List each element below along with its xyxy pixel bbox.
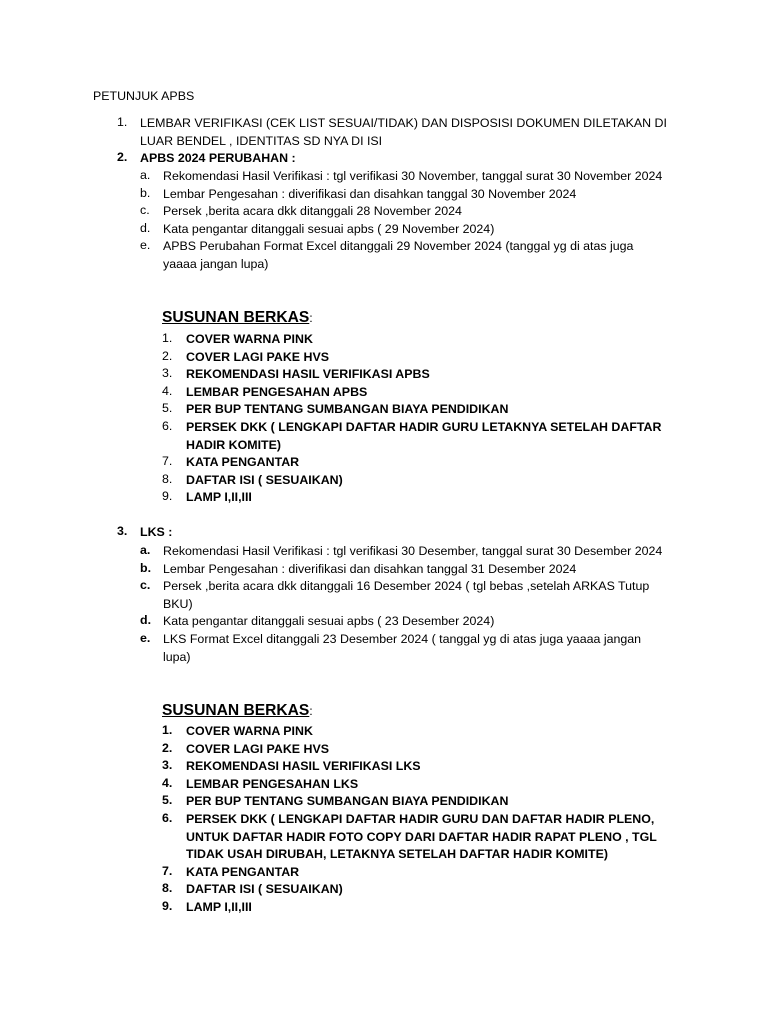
sub-item-text: LKS Format Excel ditanggali 23 Desember 2024 ( tanggal yg di atas juga yaaaa jangan lupa) <box>163 631 642 664</box>
berkas-item <box>0 723 768 741</box>
sub-item <box>0 578 768 613</box>
item-3-sublist <box>0 543 768 666</box>
berkas-item-text: DAFTAR ISI ( SESUAIKAN) <box>186 882 343 897</box>
berkas-item <box>0 741 768 759</box>
item-1-number: 1. <box>117 115 128 129</box>
sub-item-letter: a. <box>140 543 151 557</box>
item-1-row <box>0 115 768 150</box>
berkas-item-text: DAFTAR ISI ( SESUAIKAN) <box>186 472 343 487</box>
susunan-berkas-list-lks <box>0 723 768 917</box>
item-2-row <box>0 150 768 168</box>
sub-item-letter: d. <box>140 613 152 628</box>
sub-item-text: Kata pengantar ditanggali sesuai apbs ( 29 November 2024) <box>163 221 495 236</box>
berkas-item <box>0 489 768 507</box>
item-2-sublist <box>0 168 768 274</box>
susunan-berkas-colon: : <box>309 704 313 718</box>
berkas-item-number: 3. <box>162 758 173 773</box>
berkas-item-text: COVER LAGI PAKE HVS <box>186 349 329 364</box>
berkas-item-text: LAMP I,II,III <box>186 490 252 505</box>
sub-item-text: Persek ,berita acara dkk ditanggali 28 November 2024 <box>163 204 462 219</box>
susunan-berkas-colon: : <box>309 311 313 325</box>
berkas-item-number: 4. <box>162 383 173 398</box>
item-3-row <box>0 524 768 542</box>
item-2 <box>0 150 768 168</box>
sub-item-letter: b. <box>140 560 152 575</box>
berkas-item-text: COVER LAGI PAKE HVS <box>186 741 329 756</box>
berkas-item-text: REKOMENDASI HASIL VERIFIKASI LKS <box>186 759 421 774</box>
item-3-title: LKS : <box>140 525 173 539</box>
berkas-item-number: 6. <box>162 810 173 825</box>
item-1 <box>0 115 768 150</box>
berkas-item-number: 3. <box>162 366 173 381</box>
sub-item-letter: c. <box>140 203 150 218</box>
item-3-number: 3. <box>117 524 128 538</box>
susunan-berkas-title <box>162 702 313 720</box>
berkas-item-text: PERSEK DKK ( LENGKAPI DAFTAR HADIR GURU DAN DAFTAR HADIR PLENO, UNTUK DAFTAR HADIR FOTO COPY DARI DAFTAR HADIR RAPAT PLENO , TGL TIDAK USAH DIRUBAH, LETAKNYA SETELAH DAFTAR HADIR KOMITE) <box>186 811 657 862</box>
berkas-item-number: 5. <box>162 401 173 416</box>
berkas-item <box>0 776 768 794</box>
sub-item <box>0 221 768 239</box>
berkas-item-text: LEMBAR PENGESAHAN LKS <box>186 776 359 791</box>
susunan-berkas-label: SUSUNAN BERKAS <box>162 702 310 719</box>
berkas-item-number: 4. <box>162 775 173 790</box>
sub-item-letter: c. <box>140 578 151 593</box>
sub-item <box>0 561 768 579</box>
berkas-item <box>0 419 768 454</box>
berkas-item <box>0 366 768 384</box>
item-1-text: LEMBAR VERIFIKASI (CEK LIST SESUAI/TIDAK) DAN DISPOSISI DOKUMEN DILETAKAN DI LUAR BENDEL , IDENTITAS SD NYA DI ISI <box>140 116 667 148</box>
sub-item <box>0 186 768 204</box>
berkas-item <box>0 881 768 899</box>
berkas-item-text: LEMBAR PENGESAHAN APBS <box>186 384 368 399</box>
sub-item-letter: a. <box>140 168 151 182</box>
berkas-item-text: COVER WARNA PINK <box>186 332 313 346</box>
sub-item-letter: b. <box>140 185 151 200</box>
sub-item <box>0 613 768 631</box>
berkas-item-number: 5. <box>162 793 173 808</box>
berkas-item-number: 8. <box>162 881 173 896</box>
berkas-item <box>0 349 768 367</box>
berkas-item-text: PER BUP TENTANG SUMBANGAN BIAYA PENDIDIKAN <box>186 402 509 417</box>
berkas-item-number: 2. <box>162 740 173 755</box>
berkas-item <box>0 811 768 864</box>
berkas-item <box>0 864 768 882</box>
berkas-item <box>0 454 768 472</box>
susunan-berkas-title <box>162 309 313 327</box>
sub-item <box>0 203 768 221</box>
sub-item-text: Lembar Pengesahan : diverifikasi dan disahkan tanggal 31 Desember 2024 <box>163 561 577 576</box>
sub-item-text: Persek ,berita acara dkk ditanggali 16 Desember 2024 ( tgl bebas ,setelah ARKAS Tutup BKU) <box>163 579 650 611</box>
berkas-item-number: 7. <box>162 454 173 469</box>
sub-item <box>0 543 768 561</box>
sub-item-text: APBS Perubahan Format Excel ditanggali 29 November 2024 (tanggal yg di atas juga yaaaa jangan lupa) <box>163 239 634 271</box>
item-3 <box>0 524 768 542</box>
berkas-item-text: LAMP I,II,III <box>186 899 252 914</box>
berkas-item-text: KATA PENGANTAR <box>186 455 300 470</box>
berkas-item <box>0 793 768 811</box>
berkas-item-number: 2. <box>162 348 173 363</box>
berkas-item-number: 7. <box>162 863 173 878</box>
berkas-item-text: REKOMENDASI HASIL VERIFIKASI APBS <box>186 367 430 382</box>
document-heading: PETUNJUK APBS <box>93 89 195 103</box>
sub-item-text: Rekomendasi Hasil Verifikasi : tgl verifikasi 30 November, tanggal surat 30 November 2024 <box>163 169 663 183</box>
berkas-item-text: KATA PENGANTAR <box>186 864 300 879</box>
berkas-item-text: COVER WARNA PINK <box>186 724 313 738</box>
berkas-item-number: 8. <box>162 471 173 486</box>
sub-item-letter: e. <box>140 630 151 645</box>
berkas-item-number: 9. <box>162 489 173 504</box>
item-2-number: 2. <box>117 150 128 164</box>
sub-item-letter: d. <box>140 220 151 235</box>
berkas-item-number: 1. <box>162 331 173 345</box>
sub-item-text: Kata pengantar ditanggali sesuai apbs ( 23 Desember 2024) <box>163 614 495 629</box>
sub-item <box>0 168 768 186</box>
sub-item-letter: e. <box>140 238 151 253</box>
berkas-item <box>0 401 768 419</box>
sub-item <box>0 631 768 666</box>
berkas-item <box>0 758 768 776</box>
berkas-item-number: 9. <box>162 898 173 913</box>
berkas-item <box>0 899 768 917</box>
susunan-berkas-label: SUSUNAN BERKAS <box>162 309 310 326</box>
berkas-item-number: 6. <box>162 418 173 433</box>
item-2-title: APBS 2024 PERUBAHAN : <box>140 151 296 165</box>
berkas-item <box>0 331 768 349</box>
susunan-berkas-list-apbs <box>0 331 768 507</box>
sub-item <box>0 238 768 273</box>
sub-item-text: Lembar Pengesahan : diverifikasi dan disahkan tanggal 30 November 2024 <box>163 186 577 201</box>
berkas-item <box>0 472 768 490</box>
sub-item-text: Rekomendasi Hasil Verifikasi : tgl verifikasi 30 Desember, tanggal surat 30 Desember 2024 <box>163 544 663 558</box>
berkas-item-text: PER BUP TENTANG SUMBANGAN BIAYA PENDIDIKAN <box>186 794 509 809</box>
berkas-item <box>0 384 768 402</box>
berkas-item-text: PERSEK DKK ( LENGKAPI DAFTAR HADIR GURU LETAKNYA SETELAH DAFTAR HADIR KOMITE) <box>186 419 662 452</box>
berkas-item-number: 1. <box>162 723 173 737</box>
